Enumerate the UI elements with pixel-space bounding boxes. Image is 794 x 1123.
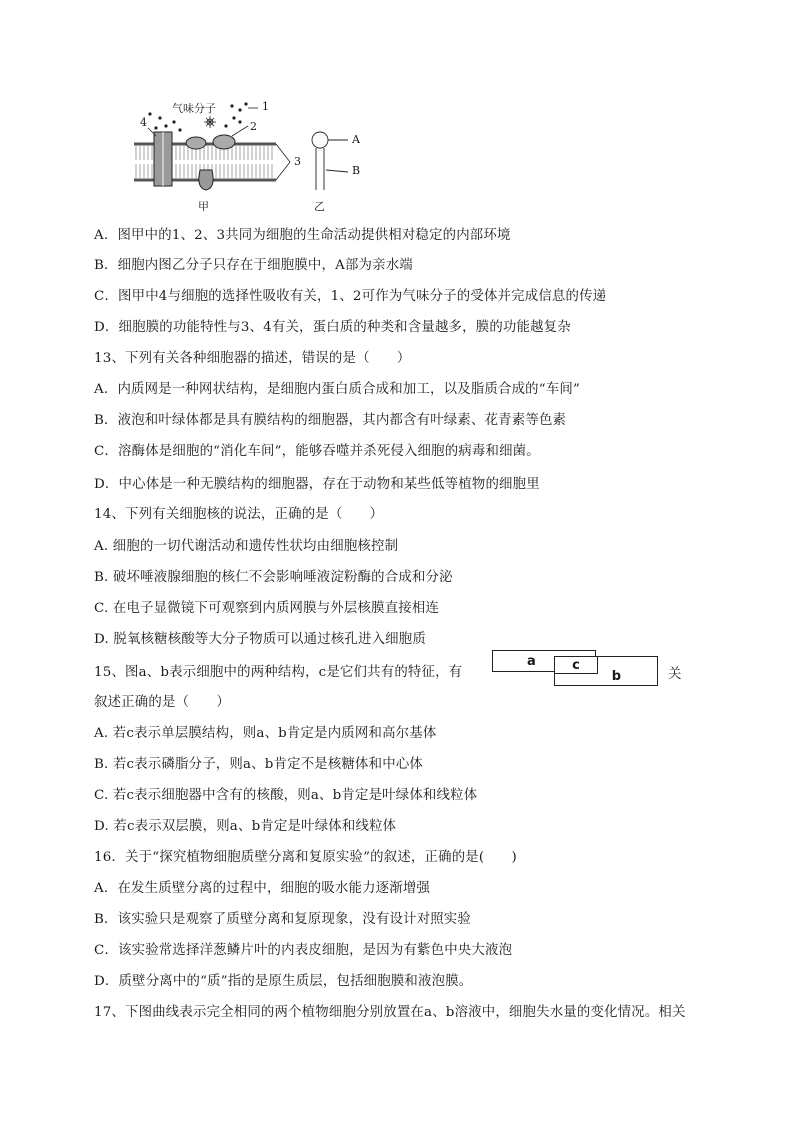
line-16: A. 若c表示单层膜结构，则a、b肯定是内质网和高尔基体 xyxy=(94,726,437,741)
phospholipid-molecule xyxy=(312,132,348,190)
q15-diagram xyxy=(492,650,662,690)
protein-2 xyxy=(213,135,235,149)
box-c xyxy=(554,656,598,674)
protein-bottom xyxy=(199,170,213,190)
line-2: C．图甲中4与细胞的选择性吸收有关，1、2可作为气味分子的受体并完成信息的传递 xyxy=(94,289,607,304)
line-6: B．液泡和叶绿体都是具有膜结构的细胞器，其内都含有叶绿素、花青素等色素 xyxy=(94,413,567,428)
label-3: 3 xyxy=(294,155,301,168)
line-19: D. 若c表示双层膜，则a、b肯定是叶绿体和线粒体 xyxy=(94,819,397,834)
line-4: 13、下列有关各种细胞器的描述，错误的是（ ） xyxy=(94,351,411,366)
line-0: A．图甲中的1、2、3共同为细胞的生命活动提供相对稳定的内部环境 xyxy=(94,228,511,243)
line-5: A．内质网是一种网状结构，是细胞内蛋白质合成和加工，以及脂质合成的“车间” xyxy=(94,382,581,397)
label-yi: 乙 xyxy=(314,200,325,213)
label-A: A xyxy=(352,133,360,146)
line-12: C. 在电子显微镜下可观察到内质网膜与外层核膜直接相连 xyxy=(94,601,440,616)
line-21: A．在发生质壁分离的过程中，细胞的吸水能力逐渐增强 xyxy=(94,881,431,896)
line-24: D．质壁分离中的“质”指的是原生质层，包括细胞膜和液泡膜。 xyxy=(94,974,473,989)
line-14: 15、图a、b表示细胞中的两种结构，c是它们共有的特征，有 xyxy=(94,665,463,680)
line-25: 17、下图曲线表示完全相同的两个植物细胞分别放置在a、b溶液中，细胞失水量的变化情况。相关 xyxy=(94,1005,686,1020)
label-smell: 气味分子 xyxy=(172,102,216,115)
line-11: B. 破坏唾液腺细胞的核仁不会影响唾液淀粉酶的合成和分泌 xyxy=(94,570,453,585)
star-molecule-icon xyxy=(204,116,216,128)
line-7: C．溶酶体是细胞的“消化车间”，能够吞噬并杀死侵入细胞的病毒和细菌。 xyxy=(94,444,540,459)
line-15: 叙述正确的是（ ） xyxy=(94,695,230,710)
label-B: B xyxy=(352,164,361,177)
label-4: 4 xyxy=(140,116,147,129)
line-1: B．细胞内图乙分子只存在于细胞膜中，A部为亲水端 xyxy=(94,258,413,273)
line-18: C. 若c表示细胞器中含有的核酸，则a、b肯定是叶绿体和线粒体 xyxy=(94,788,478,803)
box-c-label: c xyxy=(572,657,580,673)
membrane-figure xyxy=(120,92,420,217)
line-10: A. 细胞的一切代谢活动和遗传性状均由细胞核控制 xyxy=(94,539,399,554)
line-20: 16．关于“探究植物细胞质壁分离和复原实验”的叙述，正确的是( ) xyxy=(94,850,517,865)
line-13: D. 脱氧核糖核酸等大分子物质可以通过核孔进入细胞质 xyxy=(94,632,426,647)
box-a-label: a xyxy=(527,653,536,669)
line-9: 14、下列有关细胞核的说法，正确的是（ ） xyxy=(94,507,384,522)
label-1: 1 xyxy=(262,100,269,113)
line-23: C．该实验常选择洋葱鳞片叶的内表皮细胞，是因为有紫色中央大液泡 xyxy=(94,943,513,958)
protein-1 xyxy=(186,137,206,149)
label-jia: 甲 xyxy=(198,200,209,213)
membrane-diagram xyxy=(120,92,420,217)
box-b-label: b xyxy=(611,668,621,684)
q15-right-text: 关 xyxy=(668,667,682,682)
line-22: B．该实验只是观察了质壁分离和复原现象，没有设计对照实验 xyxy=(94,912,471,927)
label-2: 2 xyxy=(250,120,257,133)
line-3: D．细胞膜的功能特性与3、4有关，蛋白质的种类和含量越多，膜的功能越复杂 xyxy=(94,320,571,335)
line-17: B. 若c表示磷脂分子，则a、b肯定不是核糖体和中心体 xyxy=(94,757,424,772)
line-8: D．中心体是一种无膜结构的细胞器，存在于动物和某些低等植物的细胞里 xyxy=(94,477,540,492)
